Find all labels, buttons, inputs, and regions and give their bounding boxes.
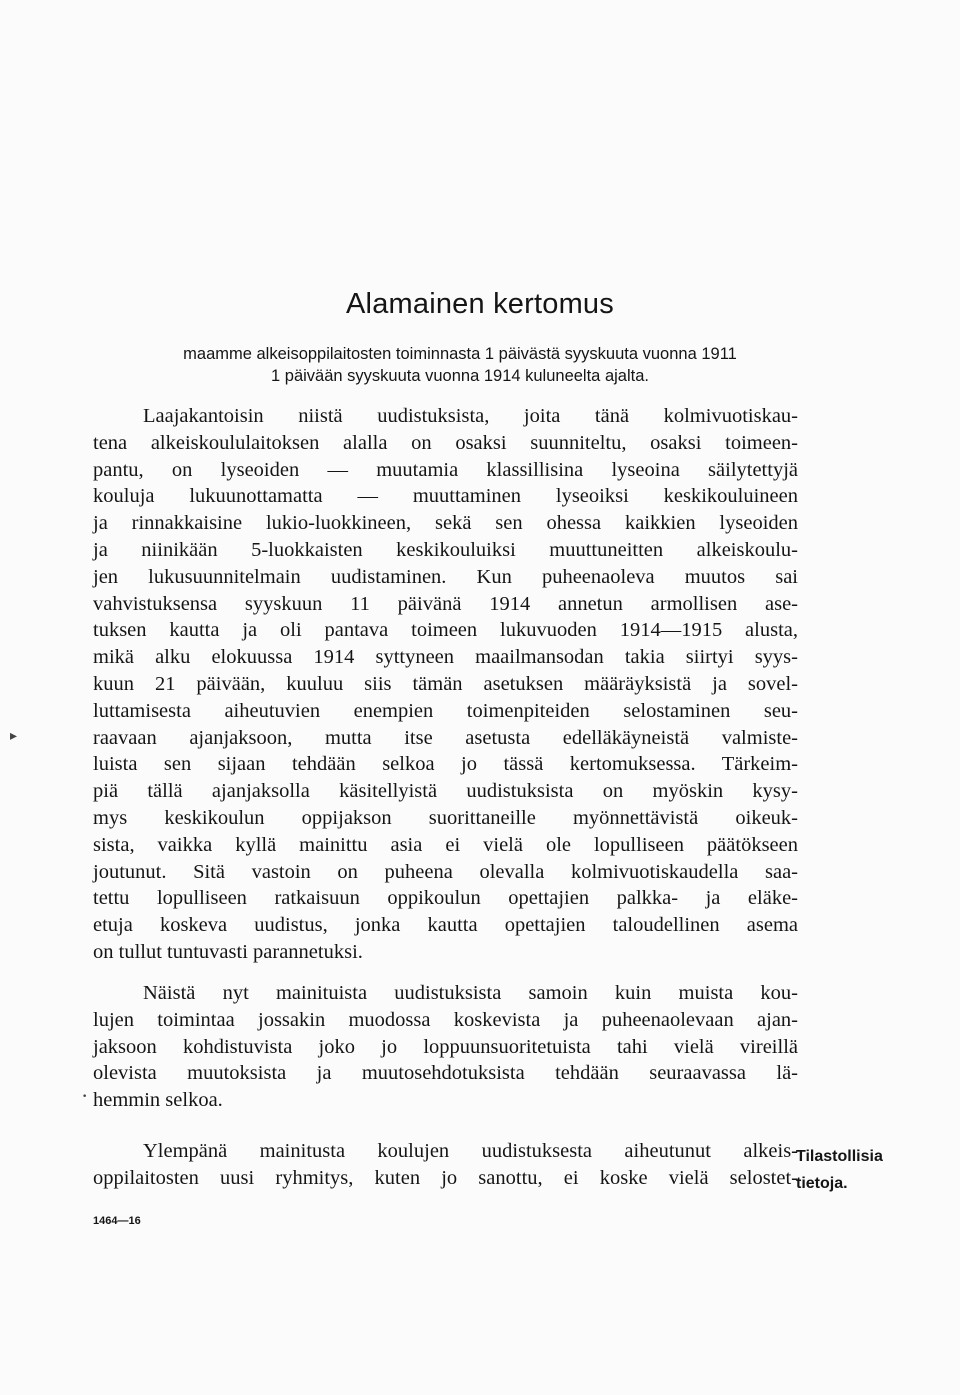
page-title: Alamainen kertomus	[346, 288, 614, 320]
scan-mark: •	[82, 1092, 88, 1102]
text-line: raavaan ajanjaksoon, mutta itse asetusta edelläkäyneistä valmiste-	[93, 726, 798, 749]
text-line: etuja koskeva uudistus, jonka kautta opettajien taloudellinen asema	[93, 914, 798, 937]
text-line: tettu lopulliseen ratkaisuun oppikoulun opettajien palkka- ja eläke-	[93, 887, 798, 910]
scan-mark: ▸	[10, 728, 18, 744]
text-line: kouluja lukuunottamatta — muuttaminen lyseoiksi keskikouluineen	[93, 485, 798, 508]
paragraph-1	[93, 403, 798, 966]
text-line: oppilaitosten uusi ryhmitys, kuten jo sanottu, ei koske vielä selostet-	[93, 1166, 798, 1189]
text-line: luttamisesta aiheutuvien enempien toimenpiteiden selostaminen seu-	[93, 699, 798, 722]
subtitle-line: maamme alkeisoppilaitosten toiminnasta 1 päivästä syyskuuta vuonna 1911	[183, 345, 737, 363]
subtitle-line: 1 päivään syyskuuta vuonna 1914 kuluneelta ajalta.	[271, 367, 649, 385]
text-line: hemmin selkoa.	[93, 1089, 223, 1112]
text-line: Ylempänä mainitusta koulujen uudistuksesta aiheutunut alkeis-	[143, 1140, 798, 1162]
margin-note-line: Tilastollisia	[796, 1148, 883, 1165]
text-line: tuksen kautta ja oli pantava toimeen lukuvuoden 1914—1915 alusta,	[93, 619, 798, 642]
text-line: kuun 21 päivään, kuuluu siis tämän asetuksen määräyksistä ja sovel-	[93, 672, 798, 695]
paragraph-2	[93, 980, 798, 1114]
margin-note-line: tietoja.	[796, 1175, 848, 1192]
margin-note	[796, 1143, 916, 1197]
text-line: mikä alku elokuussa 1914 syttyneen maailmansodan takia siirtyi syys-	[93, 646, 798, 669]
text-line: vahvistuksensa syyskuun 11 päivänä 1914 annetun armollisen ase-	[93, 592, 798, 615]
text-line: jen lukusuunnitelmain uudistaminen. Kun puheenaoleva muutos sai	[93, 565, 798, 588]
text-line: Laajakantoisin niistä uudistuksista, joita tänä kolmivuotiskau-	[143, 405, 798, 427]
text-line: pantu, on lyseoiden — muutamia klassillisina lyseoina säilytettyjä	[93, 458, 798, 481]
text-line: ja rinnakkaisine lukio-luokkineen, sekä sen ohessa kaikkien lyseoiden	[93, 512, 798, 535]
text-line: lujen toimintaa jossakin muodossa koskevista ja puheenaolevaan ajan-	[93, 1008, 798, 1031]
text-line: luista sen sijaan tehdään selkoa jo tässä kertomuksessa. Tärkeim-	[93, 753, 798, 776]
text-line: joutunut. Sitä vastoin on puheena olevalla kolmivuotiskaudella saa-	[93, 860, 798, 883]
page-subtitle	[94, 343, 826, 387]
text-line: piä tällä ajanjaksolla käsitellyistä uudistuksista on myöskin kysy-	[93, 780, 798, 803]
text-line: mys keskikoulun oppijakson suorittaneille myönnettävistä oikeuk-	[93, 806, 798, 829]
text-line: ja niinikään 5-luokkaisten keskikouluiksi muuttuneitten alkeiskoulu-	[93, 538, 798, 561]
text-line: tena alkeiskoululaitoksen alalla on osaksi suunniteltu, osaksi toimeen-	[93, 431, 798, 454]
text-line: Näistä nyt mainituista uudistuksista samoin kuin muista kou-	[143, 982, 798, 1004]
footer-code: 1464—16	[93, 1215, 141, 1227]
paragraph-3	[93, 1138, 798, 1192]
text-line: sista, vaikka kyllä mainittu asia ei vielä ole lopulliseen päätökseen	[93, 833, 798, 856]
text-line: on tullut tuntuvasti parannetuksi.	[93, 940, 363, 963]
text-line: jaksoon kohdistuvista joko jo loppuunsuoritetuista tahi vielä vireillä	[93, 1035, 798, 1058]
text-line: olevista muutoksista ja muutosehdotuksista tehdään seuraavassa lä-	[93, 1062, 798, 1085]
